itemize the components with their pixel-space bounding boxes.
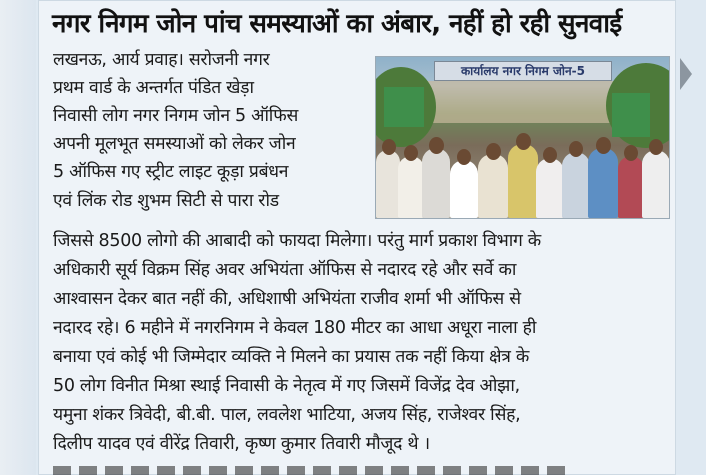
body-line: यमुना शंकर त्रिवेदी, बी.बी. पाल, लवलेश भाटिया, अजय सिंह, राजेश्वर सिंह,	[53, 405, 521, 425]
body-line: प्रथम वार्ड के अन्तर्गत पंडित खेड़ा	[53, 78, 254, 98]
article-photo	[375, 56, 670, 219]
photo-person	[478, 154, 508, 218]
next-arrow-icon[interactable]	[680, 58, 692, 90]
body-line: एवं लिंक रोड शुभम सिटी से पारा रोड	[53, 191, 279, 211]
photo-person	[450, 160, 478, 218]
photo-person	[642, 150, 670, 218]
photo-head	[543, 147, 557, 163]
photo-person	[398, 156, 424, 218]
photo-person	[508, 144, 538, 218]
body-line: अधिकारी सूर्य विक्रम सिंह अवर अभियंता ऑफिस से नदारद रहे और सर्वे का	[53, 260, 517, 280]
body-line: 5 ऑफिस गए स्ट्रीट लाइट कूड़ा प्रबंधन	[53, 162, 289, 182]
photo-head	[569, 141, 583, 157]
photo-head	[404, 145, 418, 161]
photo-banner	[384, 87, 424, 127]
cut-off-next-line	[53, 466, 573, 475]
photo-person	[588, 148, 618, 218]
photo-person	[562, 152, 590, 218]
body-line: आश्वासन देकर बात नहीं की, अधिशाषी अभियंता राजीव शर्मा भी ऑफिस से	[53, 289, 521, 309]
body-line: जिससे 8500 लोगो की आबादी को फायदा मिलेगा। परंतु मार्ग प्रकाश विभाग के	[53, 231, 541, 251]
photo-head	[486, 143, 501, 160]
body-line: अपनी मूलभूत समस्याओं को लेकर जोन	[53, 134, 296, 154]
photo-office-sign: कार्यालय नगर निगम जोन-5	[434, 61, 612, 81]
photo-head	[429, 137, 444, 154]
body-line: नदारद रहे। 6 महीने में नगरनिगम ने केवल 180 मीटर का आधा अधूरा नाला ही	[53, 318, 537, 338]
photo-head	[516, 133, 531, 150]
photo-head	[649, 139, 663, 155]
body-line: निवासी लोग नगर निगम जोन 5 ऑफिस	[53, 106, 299, 126]
photo-person	[422, 148, 450, 218]
photo-person	[536, 158, 564, 218]
article-headline: नगर निगम जोन पांच समस्याओं का अंबार, नहीं हो रही सुनवाई	[52, 9, 622, 39]
body-line: बनाया एवं कोई भी जिम्मेदार व्यक्ति ने मिलने का प्रयास तक नहीं किया क्षेत्र के	[53, 347, 530, 367]
photo-head	[624, 145, 638, 161]
body-line: लखनऊ, आर्य प्रवाह। सरोजनी नगर	[53, 50, 270, 70]
photo-head	[596, 137, 611, 154]
photo-person	[376, 150, 400, 218]
page-left-margin	[0, 0, 36, 475]
photo-head	[457, 149, 471, 165]
photo-banner	[612, 93, 650, 137]
photo-person	[618, 156, 644, 218]
body-line: 50 लोग विनीत मिश्रा स्थाई निवासी के नेतृत्व में गए जिसमें विजेंद्र देव ओझा,	[53, 376, 520, 396]
photo-head	[382, 139, 396, 155]
body-line: दिलीप यादव एवं वीरेंद्र तिवारी, कृष्ण कुमार तिवारी मौजूद थे ।	[53, 434, 430, 454]
